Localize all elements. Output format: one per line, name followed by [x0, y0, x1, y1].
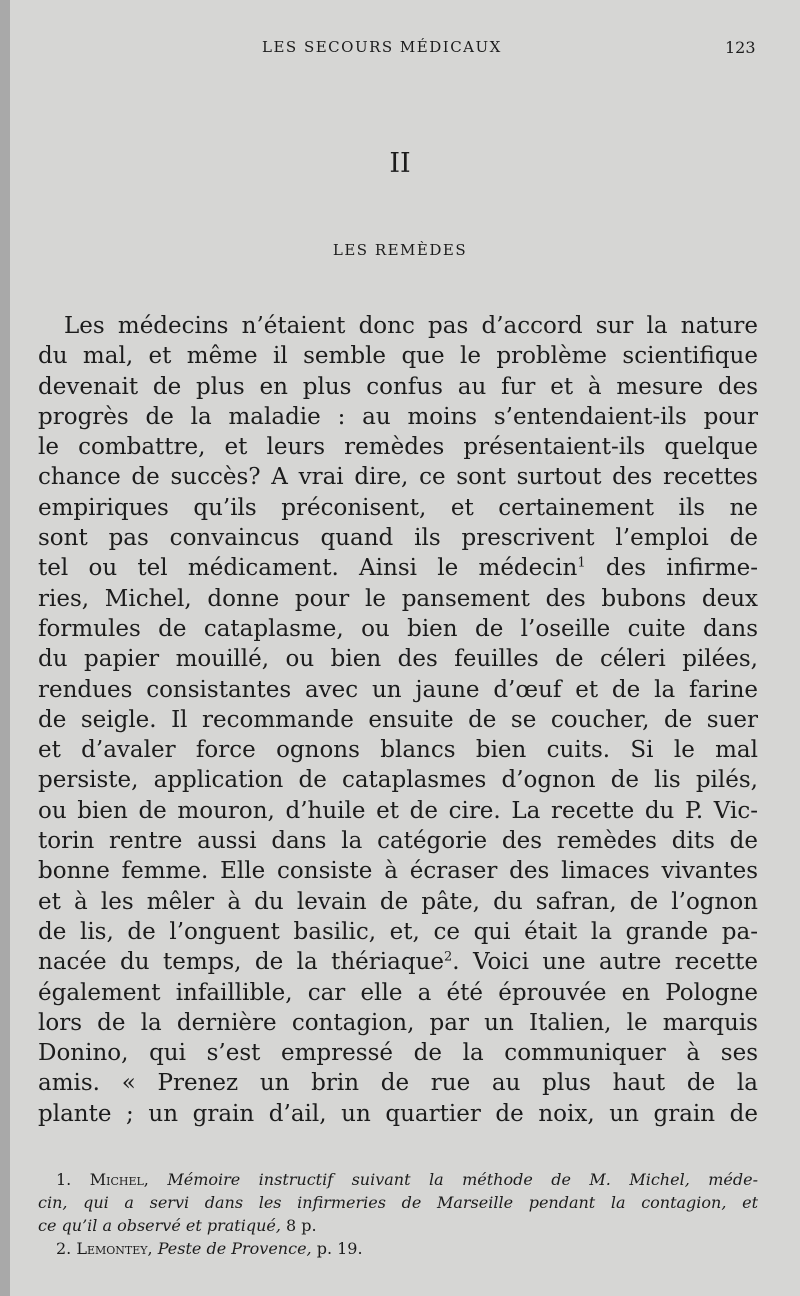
text-line: lors de la dernière contagion, par un Italien, le marquis	[38, 1009, 758, 1036]
text-line: torin rentre aussi dans la catégorie des remèdes dits de	[38, 828, 758, 855]
text-line: Les médecins n’étaient donc pas d’accord sur la nature	[64, 313, 758, 339]
footnote-1-line	[38, 1168, 758, 1191]
footnote-author: Michel,	[89, 1170, 149, 1189]
footnote-author: Lemontey,	[76, 1239, 153, 1258]
footnote-2-line	[38, 1237, 758, 1260]
footnote-1-line	[38, 1214, 758, 1237]
text-line: du papier mouillé, ou bien des feuilles de céleri pilées,	[38, 646, 758, 673]
text-fragment: tel ou tel médicament. Ainsi le médecin	[38, 555, 578, 582]
text-line: formules de cataplasme, ou bien de l’oseille cuite dans	[38, 615, 758, 642]
text-line: et d’avaler force ognons blancs bien cuits. Si le mal	[38, 737, 758, 764]
text-line: amis. « Prenez un brin de rue au plus haut de la	[38, 1070, 758, 1097]
footnote-ref-2[interactable]: 2	[444, 949, 453, 965]
text-line: bonne femme. Elle consiste à écraser des limaces vivantes	[38, 858, 758, 885]
footnote-title: Mémoire instructif suivant la méthode de M. Michel, méde-	[167, 1170, 758, 1189]
footnote-title: ce qu’il a observé et pratiqué,	[38, 1216, 281, 1235]
text-line: et à les mêler à du levain de pâte, du safran, de l’ognon	[38, 888, 758, 915]
footnotes	[38, 1168, 758, 1260]
text-line: le combattre, et leurs remèdes présentaient-ils quelque	[38, 434, 758, 461]
footnote-title: Peste de Provence,	[157, 1239, 312, 1258]
text-line-with-note	[38, 947, 758, 977]
text-line: ries, Michel, donne pour le pansement des bubons deux	[38, 585, 758, 612]
text-line: progrès de la maladie : au moins s’entendaient-ils pour	[38, 403, 758, 430]
running-head	[0, 38, 800, 62]
footnote-pages: 8 p.	[280, 1216, 317, 1235]
text-line: sont pas convaincus quand ils prescrivent l’emploi de	[38, 525, 758, 552]
text-line: de seigle. Il recommande ensuite de se coucher, de suer	[38, 706, 758, 733]
page-edge-shadow	[0, 0, 10, 1296]
chapter-number: II	[389, 148, 411, 179]
text-line: chance de succès? A vrai dire, ce sont surtout des recettes	[38, 464, 758, 491]
text-line: plante ; un grain d’ail, un quartier de noix, un grain de	[38, 1100, 758, 1127]
text-line: ou bien de mouron, d’huile et de cire. La recette du P. Vic-	[38, 797, 758, 824]
text-line: également infaillible, car elle a été éprouvée en Pologne	[38, 979, 758, 1006]
text-fragment: . Voici une autre recette	[452, 949, 758, 976]
body-paragraph	[38, 311, 758, 1129]
footnote-pages: p. 19.	[311, 1239, 363, 1258]
text-line-with-note	[38, 553, 758, 583]
running-title: LES SECOURS MÉDICAUX	[262, 38, 502, 56]
footnote-1-line: cin, qui a servi dans les infirmeries de Marseille pendant la contagion, et	[38, 1193, 758, 1212]
text-line: du mal, et même il semble que le problème scientifique	[38, 343, 758, 370]
text-line: persiste, application de cataplasmes d’ognon de lis pilés,	[38, 767, 758, 794]
text-line: rendues consistantes avec un jaune d’œuf et de la farine	[38, 676, 758, 703]
text-fragment: des infirme-	[585, 555, 758, 582]
text-line: devenait de plus en plus confus au fur et à mesure des	[38, 373, 758, 400]
footnote-ref-1[interactable]: 1	[577, 555, 586, 571]
footnote-number: 2.	[56, 1239, 72, 1258]
footnote-number: 1.	[56, 1170, 72, 1189]
text-line: de lis, de l’onguent basilic, et, ce qui était la grande pa-	[38, 918, 758, 945]
text-line: empiriques qu’ils préconisent, et certainement ils ne	[38, 494, 758, 521]
page-number: 123	[725, 38, 756, 57]
text-line: Donino, qui s’est empressé de la communiquer à ses	[38, 1040, 758, 1067]
text-fragment: nacée du temps, de la thériaque	[38, 949, 444, 976]
chapter-title: LES REMÈDES	[332, 241, 468, 259]
